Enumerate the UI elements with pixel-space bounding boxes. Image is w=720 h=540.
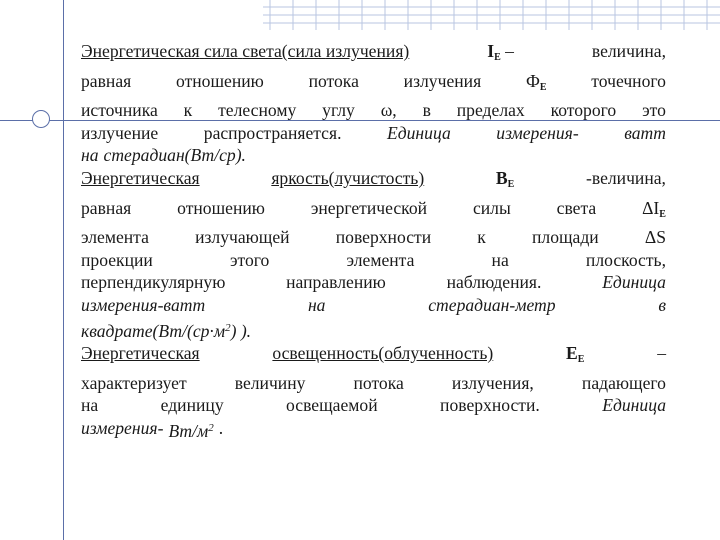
word: излучение: [81, 122, 159, 143]
term-irradiance: освещенность(облученность): [272, 343, 494, 364]
word: элемента: [346, 249, 415, 270]
word: величина,: [591, 41, 666, 61]
word: падающего: [581, 372, 666, 393]
p2-line6: [81, 294, 666, 317]
word: -величина,: [586, 167, 666, 188]
p1-line4: [81, 122, 666, 145]
word: поверхности.: [440, 395, 540, 416]
word: ватт: [624, 122, 666, 143]
word: на: [81, 395, 99, 416]
word: величину: [234, 372, 306, 393]
word: измерения-: [496, 122, 579, 143]
word: элемента: [81, 227, 149, 248]
word: этого: [229, 249, 270, 270]
term-energy-intensity: Энергетическая сила света(сила излучения): [81, 41, 410, 61]
word: пределах: [456, 100, 525, 121]
word: измерения-ватт: [81, 294, 206, 315]
word: .: [218, 417, 224, 438]
term-energy-label: Энергетическая: [81, 167, 200, 188]
word: потока: [353, 372, 404, 393]
word: поверхности: [335, 227, 432, 248]
word: Единица: [386, 122, 451, 143]
word: площади: [532, 227, 599, 248]
word: ω,: [380, 100, 397, 121]
symbol-ie: $I_Е$ –: [487, 41, 514, 63]
word: –: [657, 343, 666, 364]
word: наблюдения.: [446, 272, 542, 293]
word: в: [658, 294, 666, 315]
word: точечного: [591, 70, 666, 91]
p2-line3: [81, 226, 666, 249]
p3-line4: [81, 417, 666, 443]
symbol-fe: $Ф_Е$: [525, 70, 547, 93]
word: Единица: [602, 272, 666, 293]
word: на: [491, 249, 509, 270]
p2-line2: [81, 197, 666, 227]
term-energy-label: Энергетическая: [81, 343, 200, 364]
word: излучения: [403, 70, 482, 91]
body-text: [81, 40, 666, 443]
p1-line2: [81, 70, 666, 100]
word: равная: [81, 197, 132, 218]
word: потока: [308, 70, 359, 91]
p2-line5: [81, 271, 666, 294]
word: единицу: [160, 395, 224, 416]
word: света: [556, 197, 597, 218]
decorative-grid: [263, 0, 720, 30]
word: стерадиан(Вт/ср).: [103, 145, 246, 166]
word: стерадиан-метр: [428, 294, 556, 315]
term-radiance: яркость(лучистость): [271, 167, 425, 188]
word: измерения-: [81, 417, 164, 438]
word: силы: [472, 197, 511, 218]
symbol-be: $B_Е$: [495, 167, 515, 190]
word: Единица: [602, 395, 666, 416]
p2-line7: [81, 317, 666, 343]
symbol-ee: $E_Е$: [566, 343, 585, 366]
p2-line1: [81, 167, 666, 197]
vertical-rule: [63, 0, 64, 540]
word: углу: [322, 100, 355, 121]
word: на: [81, 145, 99, 166]
word: перпендикулярную: [81, 272, 226, 293]
p2-line4: [81, 249, 666, 272]
p3-line1: [81, 342, 666, 372]
symbol-delta-s: ΔS: [644, 227, 666, 248]
p1-line1: [81, 40, 666, 70]
unit-expression: $Вт/м^2$: [168, 420, 214, 441]
symbol-delta-ie: $\Delta I_Е$: [642, 197, 666, 220]
word: отношению: [177, 197, 265, 218]
word: направлению: [286, 272, 386, 293]
word: энергетической: [310, 197, 428, 218]
p1-line5: [81, 144, 666, 167]
word: которого: [550, 100, 617, 121]
word: это: [642, 100, 666, 121]
word: освещаемой: [286, 395, 378, 416]
p3-line3: [81, 394, 666, 417]
word: в: [422, 100, 431, 121]
word: плоскость,: [585, 249, 666, 270]
word: на: [307, 294, 326, 315]
word: к: [477, 227, 486, 248]
p1-line3: [81, 99, 666, 122]
word: излучения,: [451, 372, 534, 393]
word: излучающей: [195, 227, 290, 248]
circle-marker-icon: [32, 110, 50, 128]
word: источника: [81, 100, 158, 121]
word: отношению: [176, 70, 264, 91]
unit-expression: $квадрате(Вт/(ср\cdot м^2)$ ).: [81, 320, 252, 341]
word: распространяется.: [203, 122, 342, 143]
word: к: [183, 100, 193, 121]
word: проекции: [81, 249, 153, 270]
p3-line2: [81, 372, 666, 395]
word: телесному: [218, 100, 297, 121]
word: равная: [81, 70, 132, 91]
word: характеризует: [81, 372, 187, 393]
